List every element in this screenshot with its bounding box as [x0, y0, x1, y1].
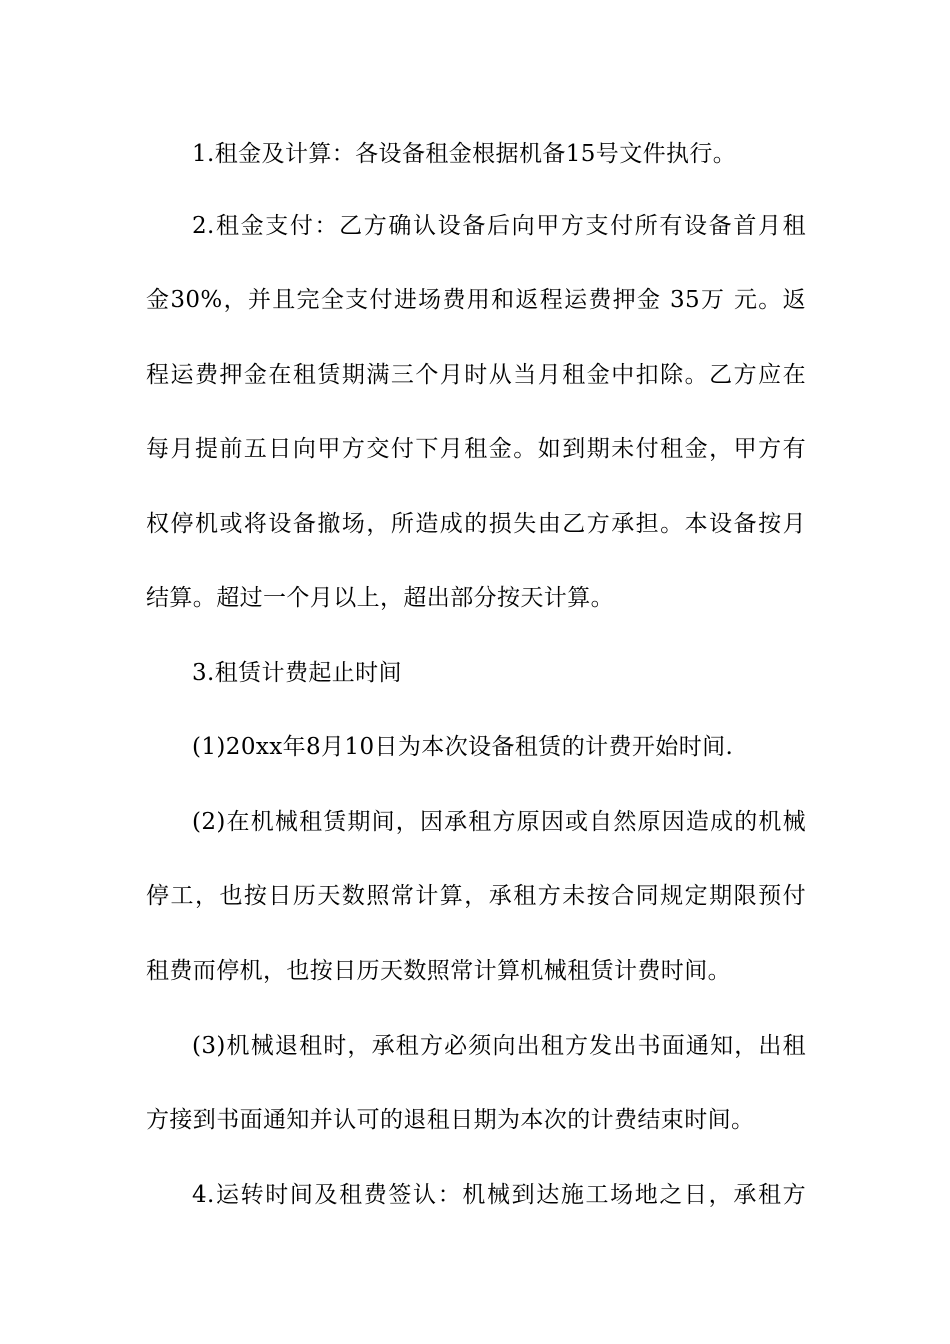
paragraph-7-line-1: 4.运转时间及租费签认：机械到达施工场地之日，承租方 — [192, 1182, 806, 1208]
paragraph-2-line-2: 金30%，并且完全支付进场费用和返程运费押金 35万 元。返 — [146, 287, 806, 313]
paragraph-3-heading: 3.租赁计费起止时间 — [192, 660, 402, 686]
paragraph-5-line-1: (2)在机械租赁期间，因承租方原因或自然原因造成的机械 — [192, 809, 806, 835]
paragraph-2-line-3: 程运费押金在租赁期满三个月时从当月租金中扣除。乙方应在 — [146, 362, 806, 388]
paragraph-2-line-5: 权停机或将设备撤场，所造成的损失由乙方承担。本设备按月 — [146, 511, 806, 537]
paragraph-2-line-6: 结算。超过一个月以上，超出部分按天计算。 — [146, 585, 614, 611]
paragraph-2-line-4: 每月提前五日向甲方交付下月租金。如到期未付租金，甲方有 — [146, 436, 806, 462]
paragraph-4-line-1: (1)20xx年8月10日为本次设备租赁的计费开始时间. — [192, 734, 734, 760]
paragraph-5-line-2: 停工，也按日历天数照常计算，承租方未按合同规定期限预付 — [146, 883, 806, 909]
paragraph-6-line-2: 方接到书面通知并认可的退租日期为本次的计费结束时间。 — [146, 1107, 755, 1133]
paragraph-1-line-1: 1.租金及计算：各设备租金根据机备15号文件执行。 — [192, 141, 737, 167]
paragraph-5-line-3: 租费而停机，也按日历天数照常计算机械租赁计费时间。 — [146, 958, 731, 984]
paragraph-2-line-1: 2.租金支付：乙方确认设备后向甲方支付所有设备首月租 — [192, 213, 806, 239]
paragraph-6-line-1: (3)机械退租时，承租方必须向出租方发出书面通知，出租 — [192, 1033, 806, 1059]
